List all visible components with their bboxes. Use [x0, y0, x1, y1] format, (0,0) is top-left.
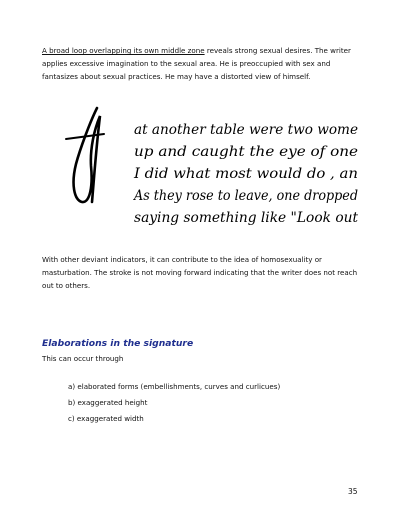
paragraph-broad-loop	[42, 44, 364, 83]
section-intro: This can occur through	[42, 354, 124, 363]
underlined-lead: A broad loop overlapping its own middle zone	[42, 46, 205, 55]
handwriting-line: at another table were two wome	[134, 122, 358, 138]
list-item: b) exaggerated height	[68, 398, 148, 407]
elaboration-list	[68, 381, 280, 429]
paragraph-deviant-indicators: With other deviant indicators, it can contribute to the idea of homosexuality or masturbation. The stroke is not moving forward indicating that the writer does not reach out to others.	[42, 255, 358, 290]
paragraph-rest: reveals strong sexual desires. The writer applies excessive imagination to the sexual area. He is preoccupied with sex and fantasizes about sexual practices. He may have a distorted view of himself.	[42, 46, 351, 81]
handwriting-line: I did what most would do , an	[132, 166, 358, 182]
section-heading: Elaborations in the signature	[42, 338, 194, 349]
handwriting-line: saying something like "Look out	[134, 210, 359, 226]
handwriting-loop-stroke	[74, 108, 100, 202]
list-item: c) exaggerated width	[68, 414, 144, 423]
handwriting-line: As they rose to leave, one dropped	[132, 188, 359, 204]
handwriting-line: up and caught the eye of one	[134, 144, 358, 160]
handwriting-sample	[60, 104, 360, 234]
page-number: 35	[348, 487, 358, 496]
list-item: a) elaborated forms (embellishments, curves and curlicues)	[68, 382, 281, 391]
